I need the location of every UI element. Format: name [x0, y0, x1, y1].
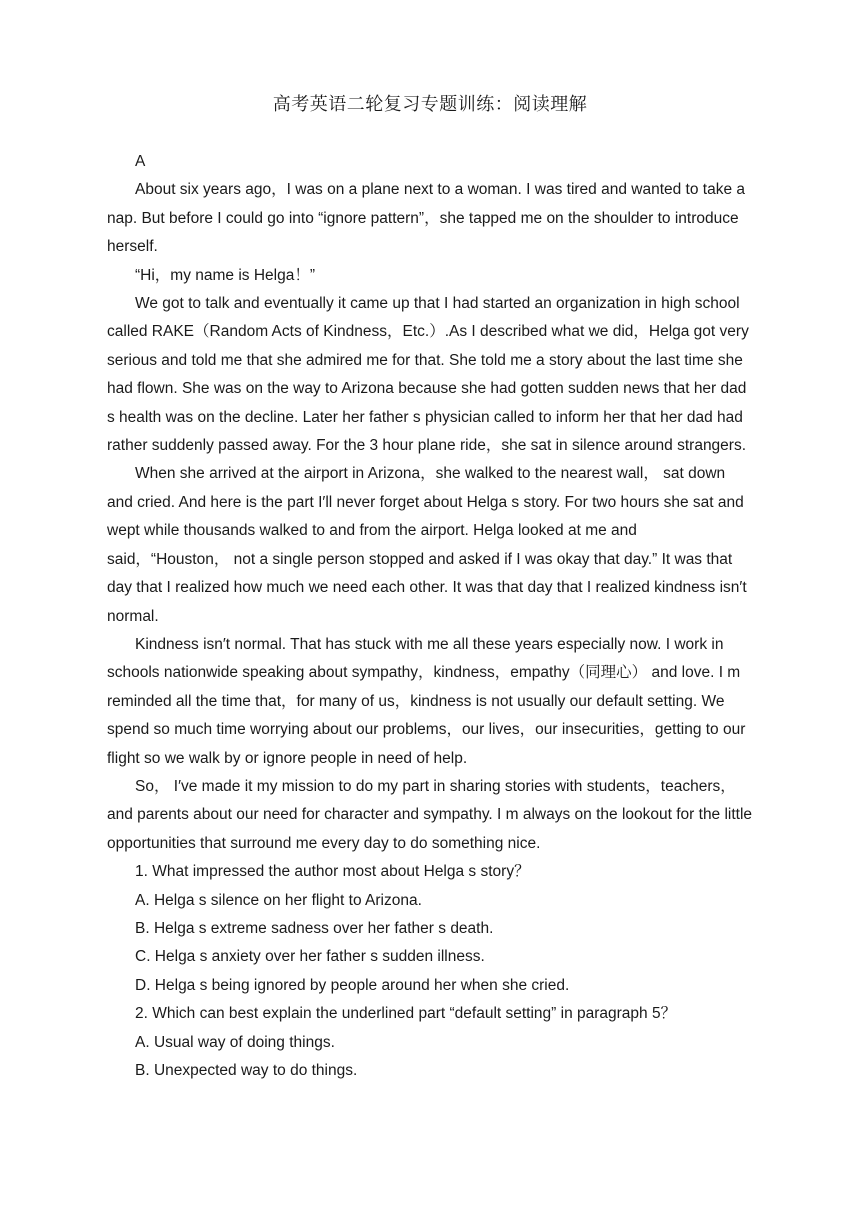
page-title: 高考英语二轮复习专题训练：阅读理解 — [272, 94, 588, 115]
paragraph-5: Kindness isn′t normal. That has stuck with me all these years especially now. I work in schools nationwide speaking about sympathy，kindness，empathy（同理心） and love. I m reminded all the time that，for many of us，kindness is not usually our default setting. We spend so much time worrying about our problems，our lives，our insecurities，getting to our flight so we walk by or ignore people in need of help. — [107, 635, 746, 767]
question-1-option-a: A. Helga s silence on her flight to Arizona. — [135, 891, 422, 909]
paragraph-6: So， I′ve made it my mission to do my part in sharing stories with students，teachers，and parents about our need for character and sympathy. I m always on the lookout for the little opportunities that surround me every day to do something nice. — [107, 777, 753, 852]
question-1-stem: 1. What impressed the author most about Helga s story？ — [135, 863, 530, 881]
question-1-option-d: D. Helga s being ignored by people around her when she cried. — [135, 976, 570, 994]
section-label: A — [135, 153, 146, 170]
question-2-option-b: B. Unexpected way to do things. — [135, 1062, 358, 1079]
paragraph-3: We got to talk and eventually it came up that I had started an organization in high school called RAKE（Random Acts of Kindness，Etc.）.As I described what we did，Helga got very serious and told me that she admired me for that. She told me a story about the last time she had flown. She was on the way to Arizona because she had gotten sudden news that her dad s health was on the decline. Later her father s physician called to inform her that her dad had rather suddenly passed away. For the 3 hour plane ride，she sat in silence around strangers. — [107, 295, 749, 455]
question-2-stem: 2. Which can best explain the underlined part “default setting” in paragraph 5？ — [135, 1005, 677, 1023]
question-1-option-c: C. Helga s anxiety over her father s sudden illness. — [135, 948, 485, 966]
document-body — [107, 148, 755, 1085]
paragraph-2: “Hi，my name is Helga！” — [135, 266, 316, 284]
question-2-option-a: A. Usual way of doing things. — [135, 1033, 335, 1051]
paragraph-1: About six years ago，I was on a plane next to a woman. I was tired and wanted to take a nap. But before I could go into “ignore pattern”，she tapped me on the shoulder to introduce herself. — [107, 181, 746, 256]
paragraph-4: When she arrived at the airport in Arizona，she walked to the nearest wall， sat down and cried. And here is the part I′ll never forget about Helga s story. For two hours she sat and wept while thousands walked to and from the airport. Helga looked at me and said，“Houston， not a single person stopped and asked if I was okay that day.” It was that day that I realized how much we need each other. It was that day that I realized kindness isn′t normal. — [107, 465, 747, 625]
question-1-option-b: B. Helga s extreme sadness over her father s death. — [135, 919, 494, 937]
